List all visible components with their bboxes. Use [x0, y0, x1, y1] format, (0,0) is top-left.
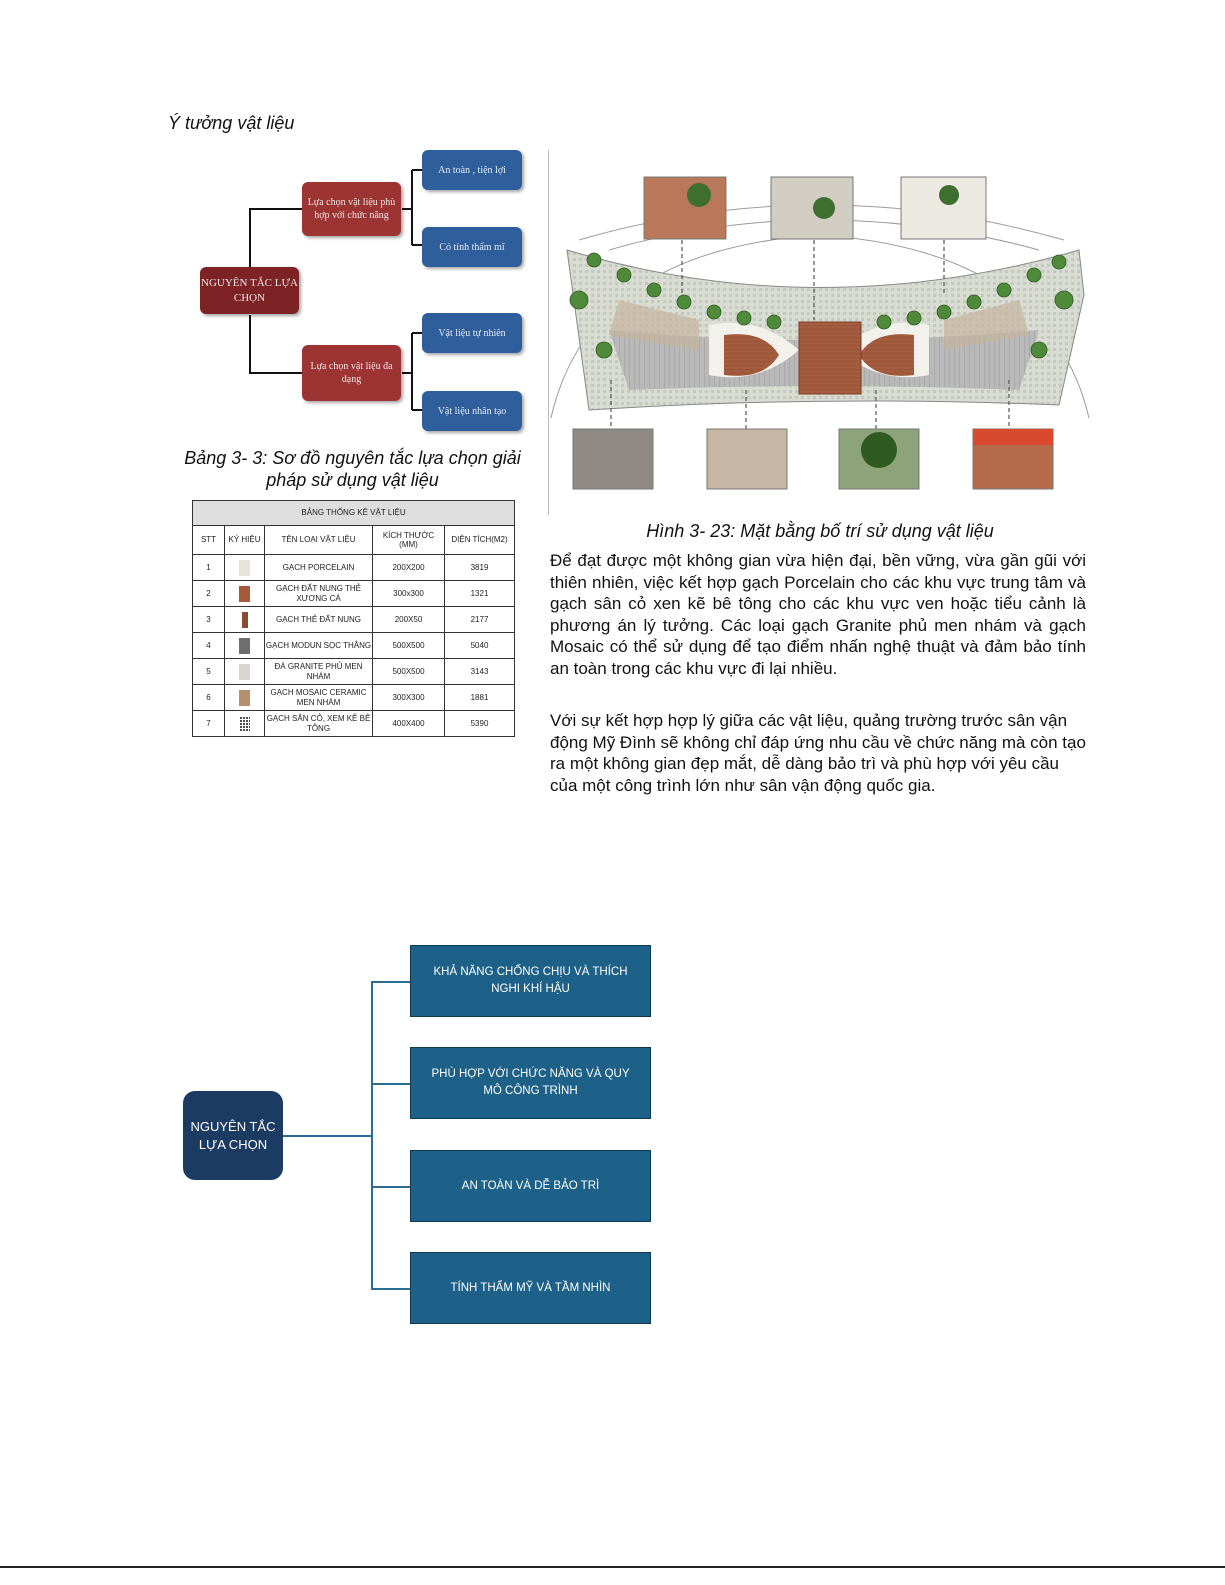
cell-size: 500X500 — [373, 633, 445, 659]
cell-area: 5040 — [445, 633, 515, 659]
diagram-leaf-aesthetic: Có tính thẩm mĩ — [422, 227, 522, 267]
site-plan-figure — [548, 150, 1094, 515]
material-swatch — [239, 638, 250, 654]
tree-connector — [371, 981, 410, 983]
cell-stt: 7 — [193, 711, 225, 737]
cell-stt: 2 — [193, 581, 225, 607]
material-swatch — [239, 586, 250, 602]
cell-size: 200X200 — [373, 555, 445, 581]
principle-safety-maintenance: AN TOÀN VÀ DỄ BẢO TRÌ — [410, 1150, 651, 1222]
section-heading: Ý tưởng vật liệu — [168, 113, 295, 133]
diagram-branch-diverse: Lựa chọn vật liệu đa dạng — [302, 345, 401, 401]
cell-name: GẠCH SÂN CỎ, XEM KẼ BÊ TÔNG — [265, 711, 373, 737]
cell-stt: 5 — [193, 659, 225, 685]
table-row — [193, 711, 515, 737]
cell-size: 500X500 — [373, 659, 445, 685]
cell-area: 5390 — [445, 711, 515, 737]
tree-connector — [371, 1083, 410, 1085]
cell-name: GẠCH THẺ ĐẤT NUNG — [265, 607, 373, 633]
cell-size: 300X300 — [373, 685, 445, 711]
cell-stt: 1 — [193, 555, 225, 581]
cell-name: GẠCH PORCELAIN — [265, 555, 373, 581]
cell-swatch — [225, 581, 265, 607]
diagram-leaf-safety: An toàn , tiện lợi — [422, 150, 522, 190]
table-header: KÍCH THƯỚC (MM) — [373, 526, 445, 555]
tree-connector — [371, 1288, 410, 1290]
cell-name: GẠCH MODUN SỌC THẲNG — [265, 633, 373, 659]
diagram-root-node: NGUYÊN TẮC LỰA CHỌN — [200, 267, 299, 314]
cell-swatch — [225, 659, 265, 685]
site-plan-drawing — [549, 150, 1094, 515]
cell-size: 300x300 — [373, 581, 445, 607]
cell-size: 200X50 — [373, 607, 445, 633]
tree-connector — [371, 981, 373, 1288]
cell-name: GẠCH ĐẤT NUNG THẺ XƯƠNG CÁ — [265, 581, 373, 607]
cell-size: 400X400 — [373, 711, 445, 737]
tree-connector — [283, 1135, 371, 1137]
cell-area: 3819 — [445, 555, 515, 581]
plan-caption: Hình 3- 23: Mặt bằng bố trí sử dụng vật liệu — [646, 521, 994, 541]
diagram-leaf-natural: Vật liệu tự nhiên — [422, 313, 522, 353]
tree-connector — [371, 1186, 410, 1188]
diagram-caption: Bảng 3- 3: Sơ đồ nguyên tắc lựa chọn giải pháp sử dụng vật liệu — [184, 448, 521, 490]
principle-function-scale: PHÙ HỢP VỚI CHỨC NĂNG VÀ QUY MÔ CÔNG TRÌNH — [410, 1047, 651, 1119]
cell-swatch — [225, 711, 265, 737]
table-row — [193, 685, 515, 711]
cell-stt: 3 — [193, 607, 225, 633]
principle-climate: KHẢ NĂNG CHỐNG CHỊU VÀ THÍCH NGHI KHÍ HẬU — [410, 945, 651, 1017]
page-bottom-rule — [0, 1566, 1225, 1568]
table-title: BẢNG THỐNG KÊ VẬT LIỆU — [193, 501, 515, 526]
cell-swatch — [225, 607, 265, 633]
cell-stt: 4 — [193, 633, 225, 659]
cell-area: 3143 — [445, 659, 515, 685]
body-paragraph-1: Để đạt được một không gian vừa hiện đại, bền vững, vừa gần gũi với thiên nhiên, việc kết hợp gạch Porcelain cho các khu vực trung tâm và gạch sân cỏ xen kẽ bê tông cho các khu vực ven hoặc tiểu cảnh là phương án lý tưởng. Các loại gạch Granite phủ men nhám và gạch Mosaic có thể sử dụng để tạo điểm nhấn nghệ thuật và đảm bảo tính an toàn trong các khu vực đi lại nhiều. — [550, 551, 1086, 678]
cell-name: GẠCH MOSAIC CERAMIC MEN NHÁM — [265, 685, 373, 711]
material-swatch — [242, 612, 248, 628]
material-swatch — [239, 664, 250, 680]
cell-name: ĐÁ GRANITE PHỦ MEN NHÁM — [265, 659, 373, 685]
principle-aesthetics-vision: TÍNH THẨM MỸ VÀ TẦM NHÌN — [410, 1252, 651, 1324]
table-row — [193, 581, 515, 607]
cell-area: 1881 — [445, 685, 515, 711]
cell-stt: 6 — [193, 685, 225, 711]
tree-root-node: NGUYÊN TẮC LỰA CHỌN — [183, 1091, 283, 1180]
cell-swatch — [225, 633, 265, 659]
cell-swatch — [225, 685, 265, 711]
material-table — [192, 500, 515, 737]
cell-swatch — [225, 555, 265, 581]
material-swatch — [239, 716, 250, 732]
diagram-leaf-artificial: Vật liệu nhân tạo — [422, 391, 522, 431]
table-row — [193, 555, 515, 581]
material-swatch — [239, 690, 250, 706]
diagram-branch-function: Lựa chọn vật liệu phù hợp với chức năng — [302, 182, 401, 236]
table-row — [193, 659, 515, 685]
body-paragraph-2: Với sự kết hợp hợp lý giữa các vật liệu, quảng trường trước sân vận động Mỹ Đình sẽ không chỉ đáp ứng nhu cầu về chức năng mà còn tạo ra một không gian đẹp mắt, dễ dàng bảo trì và phù hợp với yêu cầu của một công trình lớn như sân vận động quốc gia. — [550, 711, 1086, 795]
table-header: DIỆN TÍCH(M2) — [445, 526, 515, 555]
table-row — [193, 633, 515, 659]
cell-area: 1321 — [445, 581, 515, 607]
table-header: STT — [193, 526, 225, 555]
table-header: KÝ HIỆU — [225, 526, 265, 555]
principle-diagram — [190, 145, 530, 440]
cell-area: 2177 — [445, 607, 515, 633]
table-header: TÊN LOẠI VẬT LIỆU — [265, 526, 373, 555]
table-row — [193, 607, 515, 633]
material-swatch — [239, 560, 250, 576]
